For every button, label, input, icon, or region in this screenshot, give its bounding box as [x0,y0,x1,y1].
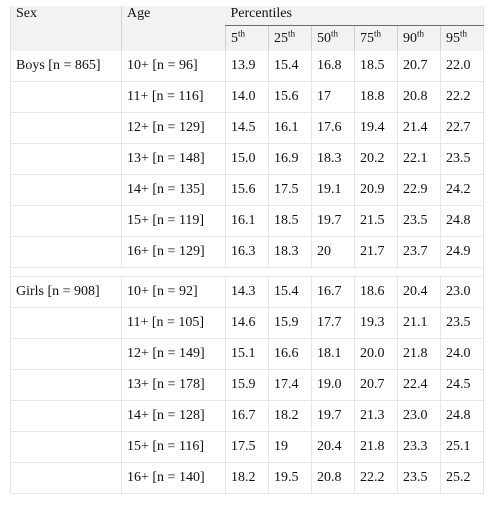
table-row [11,401,484,432]
value-cell: 24.8 [441,206,484,237]
age-cell: 12+ [n = 129] [122,113,226,144]
age-cell: 16+ [n = 129] [122,237,226,268]
table-row [11,432,484,463]
sex-cell [11,401,122,432]
age-cell: 12+ [n = 149] [122,339,226,370]
age-cell: 11+ [n = 116] [122,82,226,113]
percentile-header-90 [398,26,441,52]
value-cell: 21.5 [355,206,398,237]
percentile-suffix: th [374,27,382,38]
value-cell: 23.3 [398,432,441,463]
sex-cell [11,175,122,206]
table-header [11,6,484,51]
age-cell: 13+ [n = 148] [122,144,226,175]
value-cell: 21.4 [398,113,441,144]
value-cell: 22.1 [398,144,441,175]
age-cell: 15+ [n = 119] [122,206,226,237]
percentile-table [10,6,484,494]
value-cell: 18.2 [226,463,269,494]
value-cell: 22.9 [398,175,441,206]
value-cell: 13.9 [226,51,269,82]
sex-cell: Girls [n = 908] [11,277,122,308]
value-cell: 19.3 [355,308,398,339]
value-cell: 17.6 [312,113,355,144]
value-cell: 23.5 [441,308,484,339]
value-cell: 21.7 [355,237,398,268]
table-row [11,51,484,82]
value-cell: 21.8 [355,432,398,463]
sex-cell [11,463,122,494]
value-cell: 15.4 [269,51,312,82]
value-cell: 24.5 [441,370,484,401]
age-cell: 15+ [n = 116] [122,432,226,463]
value-cell: 17.5 [269,175,312,206]
percentiles-group-header: Percentiles [226,6,484,26]
value-cell: 22.2 [355,463,398,494]
value-cell: 14.6 [226,308,269,339]
value-cell: 16.7 [312,277,355,308]
value-cell: 22.4 [398,370,441,401]
percentile-header-95 [441,26,484,52]
table-row [11,237,484,268]
percentile-number: 95 [446,30,460,46]
value-cell: 22.2 [441,82,484,113]
value-cell: 19.5 [269,463,312,494]
table-row [11,308,484,339]
sex-cell [11,432,122,463]
spacer-cell [11,268,484,277]
value-cell: 20.2 [355,144,398,175]
percentile-suffix: th [288,27,296,38]
value-cell: 18.3 [312,144,355,175]
sex-cell [11,113,122,144]
value-cell: 15.6 [269,82,312,113]
value-cell: 19.7 [312,206,355,237]
value-cell: 21.3 [355,401,398,432]
table-row [11,113,484,144]
value-cell: 20 [312,237,355,268]
value-cell: 16.8 [312,51,355,82]
value-cell: 25.1 [441,432,484,463]
value-cell: 16.3 [226,237,269,268]
value-cell: 23.5 [398,463,441,494]
table-row [11,370,484,401]
value-cell: 16.9 [269,144,312,175]
value-cell: 18.5 [269,206,312,237]
value-cell: 20.0 [355,339,398,370]
sex-cell [11,237,122,268]
sex-cell [11,339,122,370]
percentile-suffix: th [238,27,246,38]
value-cell: 19.4 [355,113,398,144]
value-cell: 24.8 [441,401,484,432]
value-cell: 17 [312,82,355,113]
value-cell: 19 [269,432,312,463]
value-cell: 20.8 [312,463,355,494]
value-cell: 19.1 [312,175,355,206]
table-row [11,206,484,237]
percentile-number: 25 [274,30,288,46]
value-cell: 22.7 [441,113,484,144]
value-cell: 18.3 [269,237,312,268]
value-cell: 21.8 [398,339,441,370]
value-cell: 23.0 [398,401,441,432]
value-cell: 19.0 [312,370,355,401]
value-cell: 17.5 [226,432,269,463]
table-row [11,463,484,494]
sex-cell: Boys [n = 865] [11,51,122,82]
value-cell: 14.0 [226,82,269,113]
age-cell: 11+ [n = 105] [122,308,226,339]
sex-cell [11,82,122,113]
age-cell: 10+ [n = 96] [122,51,226,82]
value-cell: 17.4 [269,370,312,401]
value-cell: 23.5 [398,206,441,237]
value-cell: 16.6 [269,339,312,370]
value-cell: 16.1 [269,113,312,144]
value-cell: 24.0 [441,339,484,370]
value-cell: 22.0 [441,51,484,82]
percentile-number: 90 [403,30,417,46]
percentile-number: 75 [360,30,374,46]
value-cell: 16.1 [226,206,269,237]
value-cell: 17.7 [312,308,355,339]
percentile-suffix: th [331,27,339,38]
percentile-number: 5 [231,30,238,46]
value-cell: 15.1 [226,339,269,370]
percentile-suffix: th [460,27,468,38]
value-cell: 19.7 [312,401,355,432]
age-cell: 13+ [n = 178] [122,370,226,401]
value-cell: 25.2 [441,463,484,494]
value-cell: 18.6 [355,277,398,308]
value-cell: 23.7 [398,237,441,268]
percentile-header-5 [226,26,269,52]
value-cell: 21.1 [398,308,441,339]
sex-cell [11,370,122,401]
sex-cell [11,308,122,339]
value-cell: 15.9 [269,308,312,339]
table-body [11,51,484,494]
value-cell: 24.2 [441,175,484,206]
value-cell: 20.7 [355,370,398,401]
age-cell: 16+ [n = 140] [122,463,226,494]
value-cell: 18.8 [355,82,398,113]
sex-cell [11,206,122,237]
percentile-suffix: th [417,27,425,38]
age-cell: 10+ [n = 92] [122,277,226,308]
value-cell: 15.4 [269,277,312,308]
percentile-number: 50 [317,30,331,46]
group-spacer-row [11,268,484,277]
value-cell: 15.9 [226,370,269,401]
value-cell: 15.6 [226,175,269,206]
sex-cell [11,144,122,175]
age-column-header: Age [122,6,226,51]
table-row [11,277,484,308]
table-row [11,339,484,370]
table-row [11,144,484,175]
age-cell: 14+ [n = 135] [122,175,226,206]
value-cell: 18.1 [312,339,355,370]
percentile-header-25 [269,26,312,52]
value-cell: 20.4 [312,432,355,463]
value-cell: 20.8 [398,82,441,113]
value-cell: 18.2 [269,401,312,432]
value-cell: 20.7 [398,51,441,82]
value-cell: 14.5 [226,113,269,144]
value-cell: 23.0 [441,277,484,308]
value-cell: 14.3 [226,277,269,308]
value-cell: 23.5 [441,144,484,175]
value-cell: 15.0 [226,144,269,175]
percentile-header-50 [312,26,355,52]
value-cell: 20.9 [355,175,398,206]
value-cell: 18.5 [355,51,398,82]
percentile-header-75 [355,26,398,52]
value-cell: 16.7 [226,401,269,432]
value-cell: 24.9 [441,237,484,268]
table-row [11,175,484,206]
sex-column-header: Sex [11,6,122,51]
age-cell: 14+ [n = 128] [122,401,226,432]
value-cell: 20.4 [398,277,441,308]
table-row [11,82,484,113]
